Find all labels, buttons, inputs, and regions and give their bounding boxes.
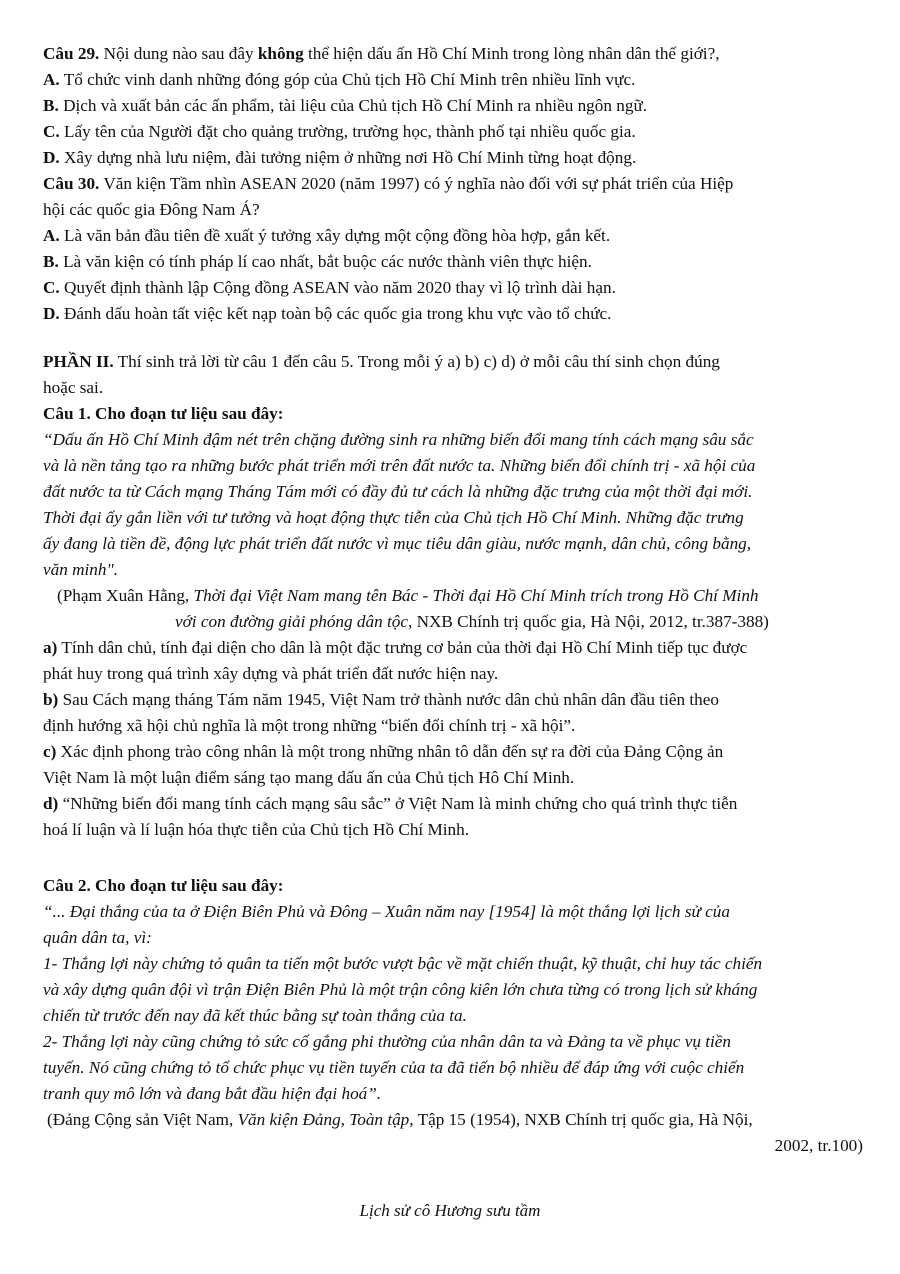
q29-option-a: A. Tổ chức vinh danh những đóng góp của Chủ tịch Hồ Chí Minh trên nhiều lĩnh vực. — [43, 70, 636, 89]
q30-option-d: D. Đánh dấu hoàn tất việc kết nạp toàn bộ các quốc gia trong khu vực vào tổ chức. — [43, 304, 612, 323]
q30-stem-cont: hội các quốc gia Đông Nam Á? — [43, 200, 260, 219]
q29-option-d: D. Xây dựng nhà lưu niệm, đài tưởng niệm ở những nơi Hồ Chí Minh từng hoạt động. — [43, 148, 637, 167]
c2-quote-line: và xây dựng quân đội vì trận Điện Biên Phủ là một trận công kiên lớn chưa từng có trong lịch sử kháng — [43, 980, 758, 999]
q29-option-b: B. Dịch và xuất bản các ấn phẩm, tài liệu của Chủ tịch Hồ Chí Minh ra nhiều ngôn ngữ. — [43, 96, 648, 115]
c1-quote-line: và là nền tảng tạo ra những bước phát triển mới trên đất nước ta. Những biến đổi chính trị - xã hội của — [43, 456, 756, 475]
q29-label: Câu 29. — [43, 44, 100, 63]
c1-item-a: a) Tính dân chủ, tính đại diện cho dân là một đặc trưng cơ bản của thời đại Hồ Chí Minh tiếp tục được — [43, 638, 748, 657]
c2-quote-line: “... Đại thắng của ta ở Điện Biên Phủ và Đông – Xuân năm nay [1954] là một thắng lợi lịch sử của — [43, 902, 730, 921]
c2-source-cont: 2002, tr.100) — [774, 1136, 863, 1155]
c1-source-cont: với con đường giải phóng dân tộc, NXB Chính trị quốc gia, Hà Nội, 2012, tr.387-388) — [175, 612, 769, 631]
q30-stem: Câu 30. Văn kiện Tầm nhìn ASEAN 2020 (năm 1997) có ý nghĩa nào đối với sự phát triển của Hiệp — [43, 174, 734, 193]
q30-option-b: B. Là văn kiện có tính pháp lí cao nhất, bắt buộc các nước thành viên thực hiện. — [43, 252, 592, 271]
q29-stem-b: thể hiện dấu ấn Hồ Chí Minh trong lòng nhân dân thế giới?, — [308, 44, 720, 63]
q29-stem-emphasis: không — [257, 44, 304, 63]
page-content — [43, 41, 865, 1159]
q30-option-c: C. Quyết định thành lập Cộng đồng ASEAN vào năm 2020 thay vì lộ trình dài hạn. — [43, 278, 616, 297]
c1-item-c: c) Xác định phong trào công nhân là một trong những nhân tô dẫn đến sự ra đời của Đảng Cộng ản — [43, 742, 724, 761]
c1-item-a-cont: phát huy trong quá trình xây dựng và phát triển đất nước hiện nay. — [43, 664, 499, 683]
c2-quote-line: quân dân ta, vì: — [43, 928, 152, 947]
part2-instructions-cont: hoặc sai. — [43, 378, 104, 397]
q30-option-a: A. Là văn bản đầu tiên đề xuất ý tưởng xây dựng một cộng đồng hòa hợp, gắn kết. — [43, 226, 611, 245]
c1-heading: Câu 1. Cho đoạn tư liệu sau đây: — [43, 404, 284, 423]
c1-quote-line: đất nước ta từ Cách mạng Tháng Tám mới có đầy đủ tư cách là những đặc trưng của một thời đại mới. — [43, 482, 753, 501]
c2-quote-line: tuyến. Nó cũng chứng tỏ tổ chức phục vụ tiền tuyến của ta đã tiến bộ nhiều để đáp ứng với cuộc chiến — [43, 1058, 745, 1077]
c2-quote-line: 1- Thắng lợi này chứng tỏ quân ta tiến một bước vượt bậc về mặt chiến thuật, kỹ thuật, chỉ huy tác chiến — [43, 954, 763, 973]
c1-source: (Phạm Xuân Hằng, Thời đại Việt Nam mang tên Bác - Thời đại Hồ Chí Minh trích trong Hồ Chí Minh — [57, 586, 759, 605]
q29-stem — [43, 41, 865, 67]
c2-quote-line: 2- Thắng lợi này cũng chứng tỏ sức cố gắng phi thường của nhân dân ta và Đảng ta về phục vụ tiền — [43, 1032, 732, 1051]
c2-quote-line: tranh quy mô lớn và đang bắt đầu hiện đại hoá”. — [43, 1084, 382, 1103]
c1-quote-line: văn minh". — [43, 560, 119, 579]
c1-item-b-cont: định hướng xã hội chủ nghĩa là một trong những “biến đổi chính trị - xã hội”. — [43, 716, 576, 735]
c1-item-c-cont: Việt Nam là một luận điểm sáng tạo mang dấu ấn của Chủ tịch Hô Chí Minh. — [43, 768, 575, 787]
part2-instructions: PHẦN II. Thí sinh trả lời từ câu 1 đến câu 5. Trong mỗi ý a) b) c) d) ở mỗi câu thí sinh chọn đúng — [43, 352, 720, 371]
page-footer: Lịch sử cô Hương sưu tầm — [359, 1201, 541, 1220]
q30-label: Câu 30. — [43, 174, 100, 193]
c1-quote-line: “Dấu ấn Hồ Chí Minh đậm nét trên chặng đường sinh ra những biến đổi mang tính cách mạng sâu sắc — [43, 430, 754, 449]
c1-item-d: d) “Những biến đổi mang tính cách mạng sâu sắc” ở Việt Nam là minh chứng cho quá trình thực tiễn — [43, 794, 738, 813]
part2-label: PHẦN II. — [43, 352, 114, 371]
c2-quote-line: chiến từ trước đến nay đã kết thúc bằng sự toàn thắng của ta. — [43, 1006, 467, 1025]
q29-option-c: C. Lấy tên của Người đặt cho quảng trường, trường học, thành phố tại nhiều quốc gia. — [43, 122, 636, 141]
c1-quote-line: Thời đại ấy gắn liền với tư tưởng và hoạt động thực tiễn của Chủ tịch Hồ Chí Minh. Những đặc trưng — [43, 508, 744, 527]
c1-quote-line: ấy đang là tiền đề, động lực phát triển đất nước vì mục tiêu dân giàu, nước mạnh, dân chủ, công bằng, — [43, 534, 752, 553]
c1-item-d-cont: hoá lí luận và lí luận hóa thực tiễn của Chủ tịch Hồ Chí Minh. — [43, 820, 470, 839]
c1-item-b: b) Sau Cách mạng tháng Tám năm 1945, Việt Nam trở thành nước dân chủ nhân dân đầu tiên theo — [43, 690, 719, 709]
q29-stem-a: Nội dung nào sau đây — [103, 44, 254, 63]
c2-heading: Câu 2. Cho đoạn tư liệu sau đây: — [43, 876, 284, 895]
c2-source: (Đảng Cộng sản Việt Nam, Văn kiện Đảng, Toàn tập, Tập 15 (1954), NXB Chính trị quốc gia, Hà Nội, — [47, 1110, 753, 1129]
